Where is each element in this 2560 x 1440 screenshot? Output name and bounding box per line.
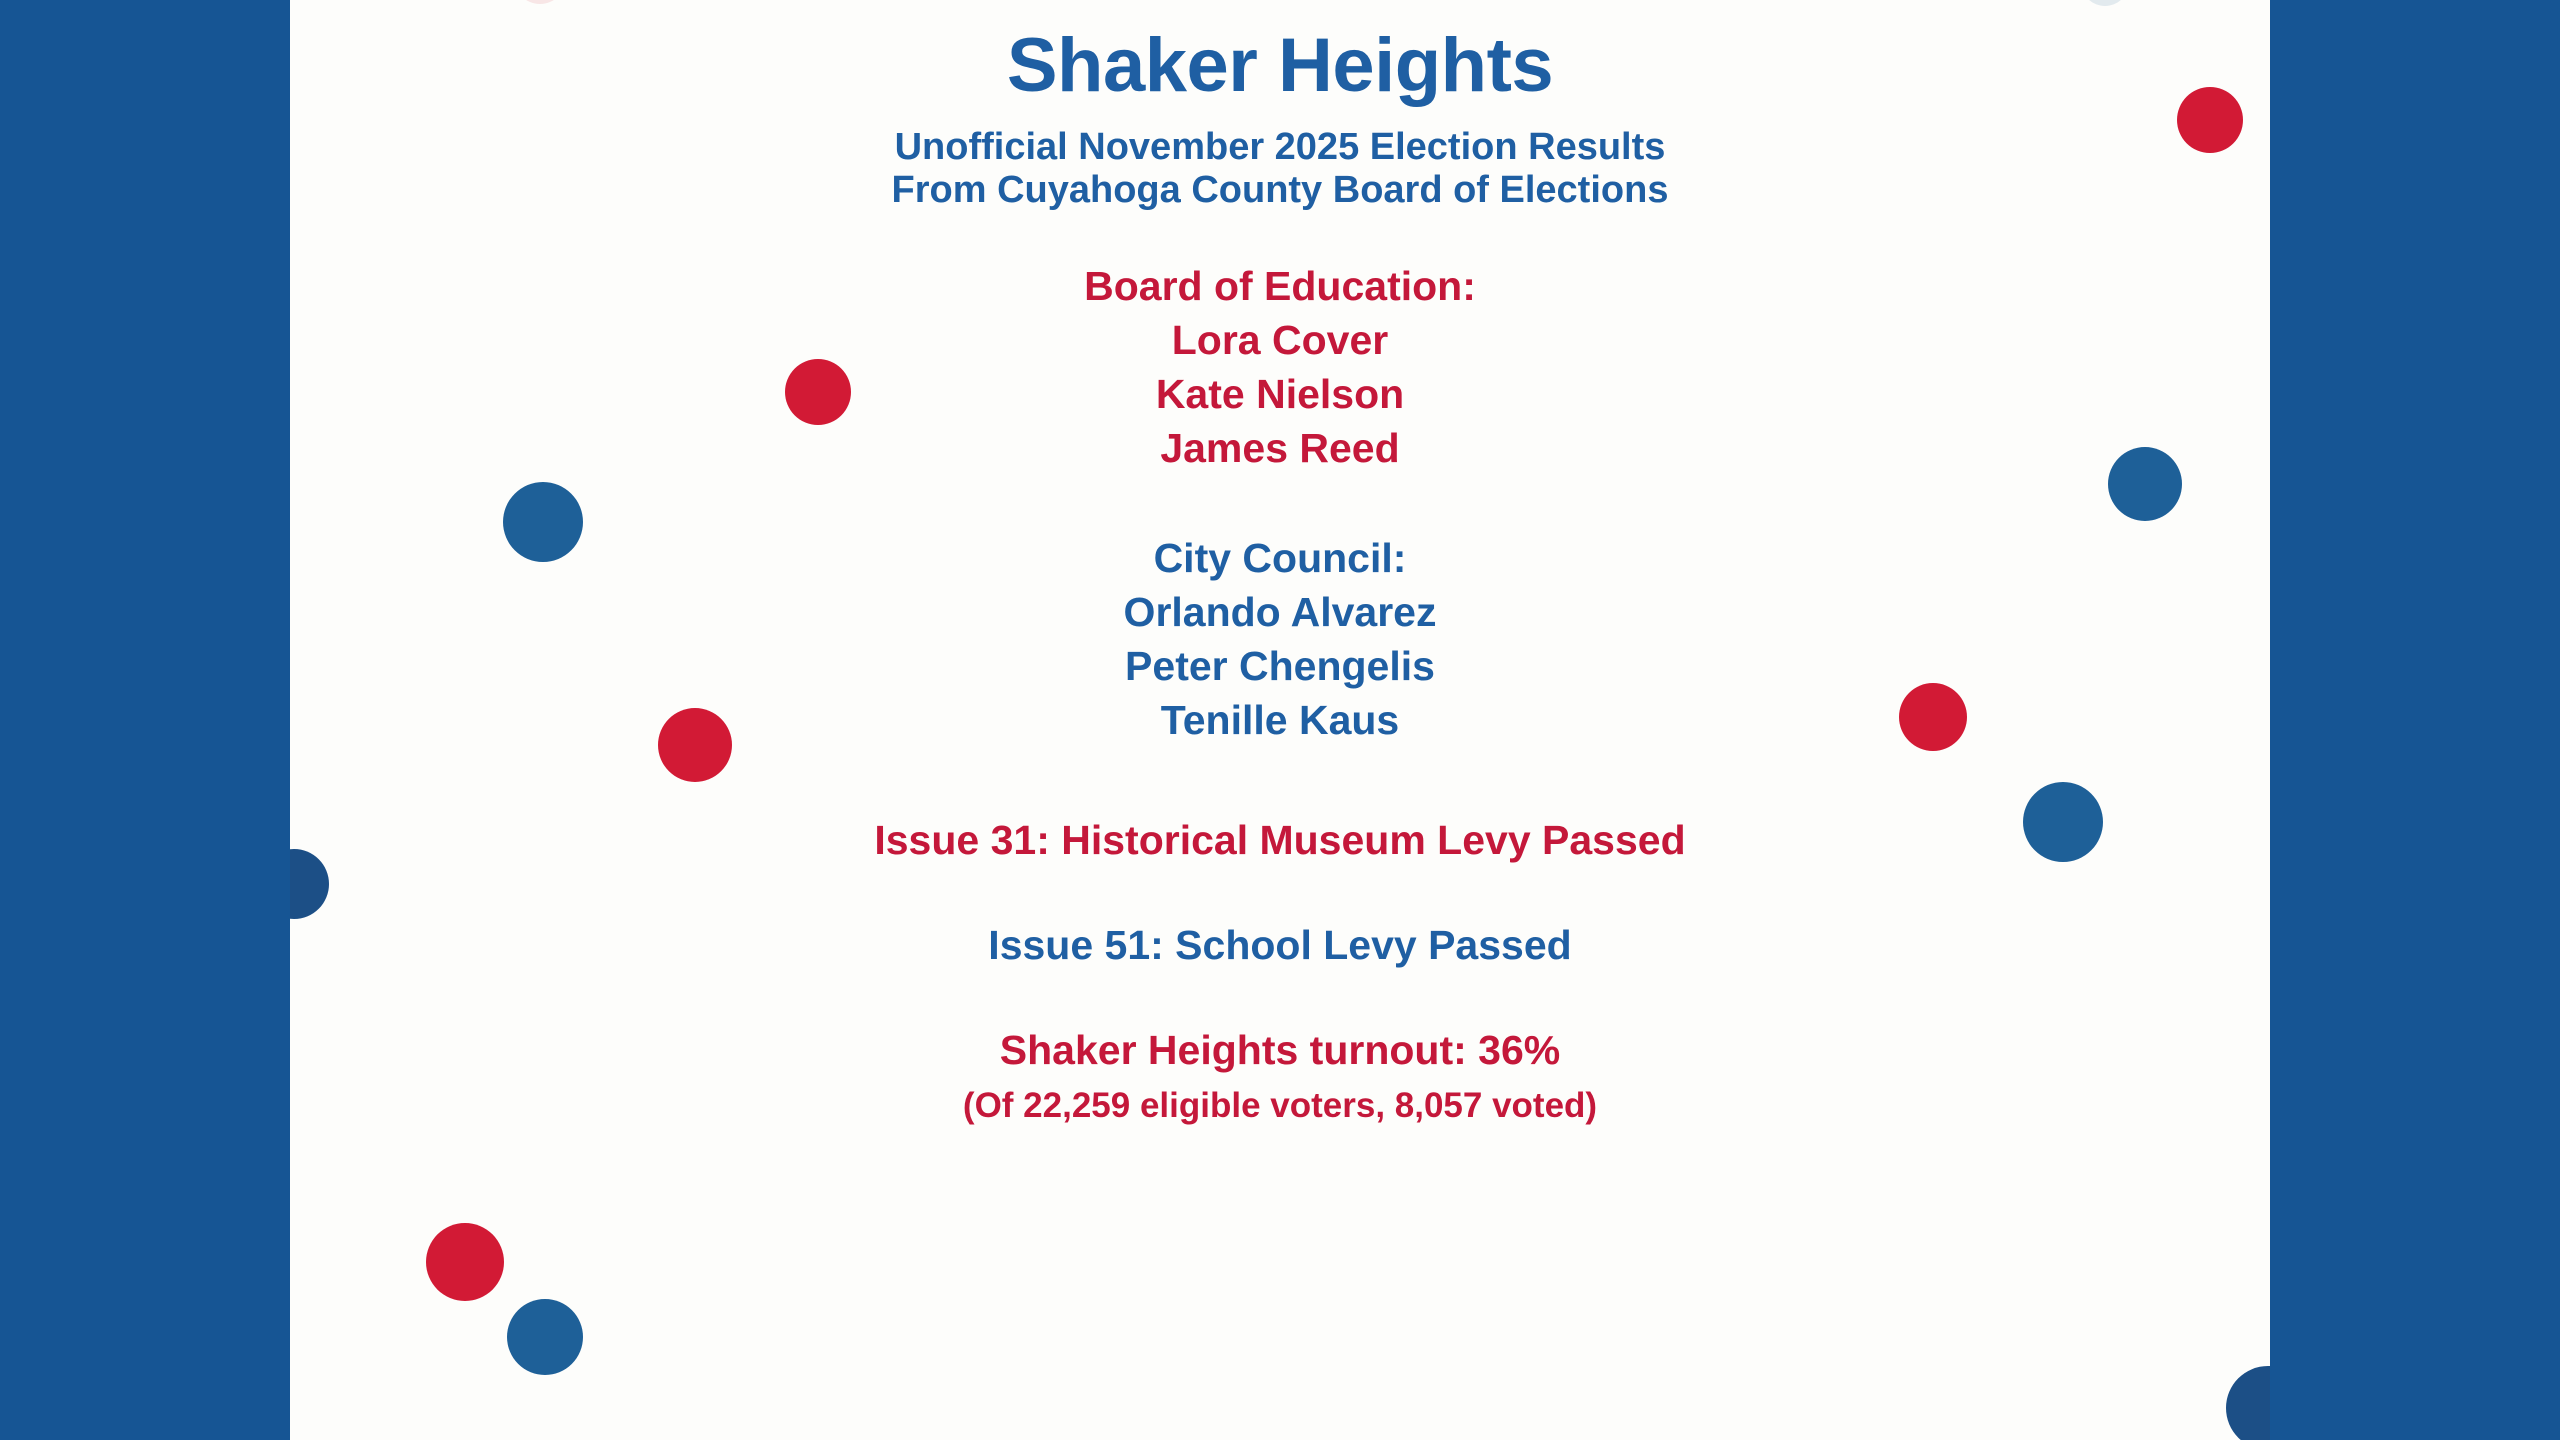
board-of-education-name-3: James Reed [1160,424,1400,471]
right-blue-band [2270,0,2560,1440]
board-of-education-name-2: Kate Nielson [1155,370,1405,417]
city-council-name-2: Peter Chengelis [1125,643,1435,690]
board-of-education-section [290,213,2270,475]
board-of-education-heading: Board of Education: [1084,262,1476,309]
board-of-education-name-1: Lora Cover [1171,316,1389,363]
city-council-name-1: Orlando Alvarez [1123,589,1437,636]
issue-31-result: Issue 31: Historical Museum Levy Passed [874,816,1686,863]
page-title: Shaker Heights [1006,23,1554,108]
subtitle-line-1: Unofficial November 2025 Election Results [894,126,1666,168]
turnout-detail: (Of 22,259 eligible voters, 8,057 voted) [962,1086,1598,1126]
city-council-heading: City Council: [1153,535,1407,582]
issue-51-result: Issue 51: School Levy Passed [988,921,1572,968]
poster-card [290,0,2270,1440]
turnout-headline: Shaker Heights turnout: 36% [999,1026,1561,1073]
poster-content [290,0,2270,1440]
city-council-name-3: Tenille Kaus [1160,697,1400,744]
turnout-section [290,970,2270,1127]
subtitle-line-2: From Cuyahoga County Board of Elections [891,169,1669,212]
left-blue-band [0,0,290,1440]
city-council-section [290,475,2270,747]
